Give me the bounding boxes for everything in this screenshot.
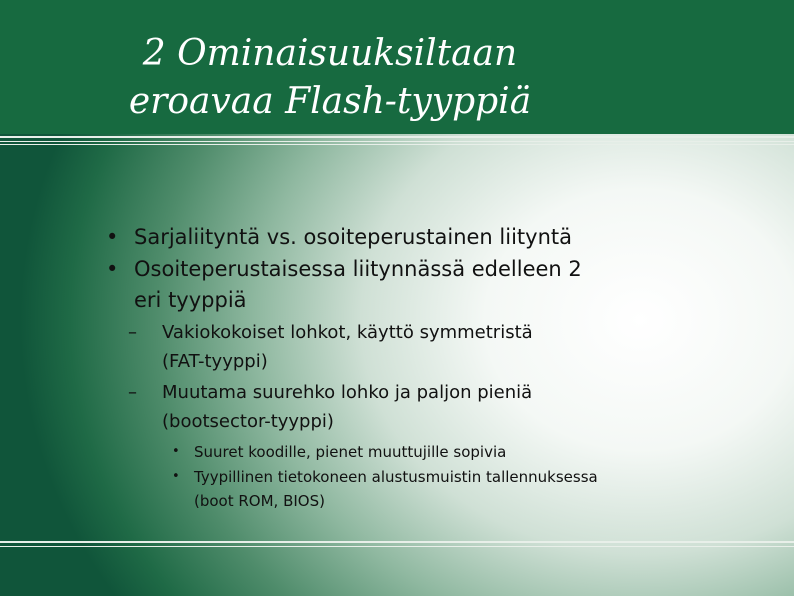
sub-bullet-line-2: (FAT-tyyppi) xyxy=(162,351,268,372)
bullet-list xyxy=(106,222,706,513)
sub-sub-bullet-item xyxy=(106,465,706,513)
bullet-text-line-1: Osoiteperustaisessa liitynnässä edelleen 2 xyxy=(134,257,582,281)
sub-sub-bullet-line-1: Tyypillinen tietokoneen alustusmuistin tallennuksessa xyxy=(194,468,598,486)
sub-sub-bullet-item xyxy=(106,439,706,465)
title-line-2: eroavaa Flash-tyyppiä xyxy=(128,81,532,122)
bullet-marker: • xyxy=(172,469,180,484)
title-line-1: 2 Ominaisuuksiltaan xyxy=(142,33,518,74)
sub-sub-bullet-line-1: Suuret koodille, pienet muuttujille sopivia xyxy=(194,443,507,461)
sub-bullet-line-1: Muutama suurehko lohko ja paljon pieniä xyxy=(162,382,533,403)
sub-bullet-line-1: Vakiokokoiset lohkot, käyttö symmetristä xyxy=(162,322,533,343)
footer-rule-top xyxy=(0,541,794,543)
footer-rule-bottom xyxy=(0,546,794,547)
bullet-text: Sarjaliityntä vs. osoiteperustainen liityntä xyxy=(134,225,572,249)
dash-marker: – xyxy=(128,322,137,343)
bullet-marker: • xyxy=(106,225,119,249)
title-rule-mid xyxy=(0,141,794,142)
sub-bullet-line-2: (bootsector-tyyppi) xyxy=(162,411,334,432)
bullet-marker: • xyxy=(172,444,180,459)
bullet-text-line-2: eri tyyppiä xyxy=(134,288,247,312)
sub-bullet-item xyxy=(106,378,706,436)
bullet-marker: • xyxy=(106,257,119,281)
slide-title xyxy=(110,30,550,126)
title-rule-bottom xyxy=(0,144,794,145)
bullet-item xyxy=(106,254,706,316)
sub-sub-bullet-line-2: (boot ROM, BIOS) xyxy=(194,492,325,510)
title-rule-top xyxy=(0,136,794,138)
sub-bullet-item xyxy=(106,318,706,376)
dash-marker: – xyxy=(128,382,137,403)
bullet-item xyxy=(106,222,706,253)
